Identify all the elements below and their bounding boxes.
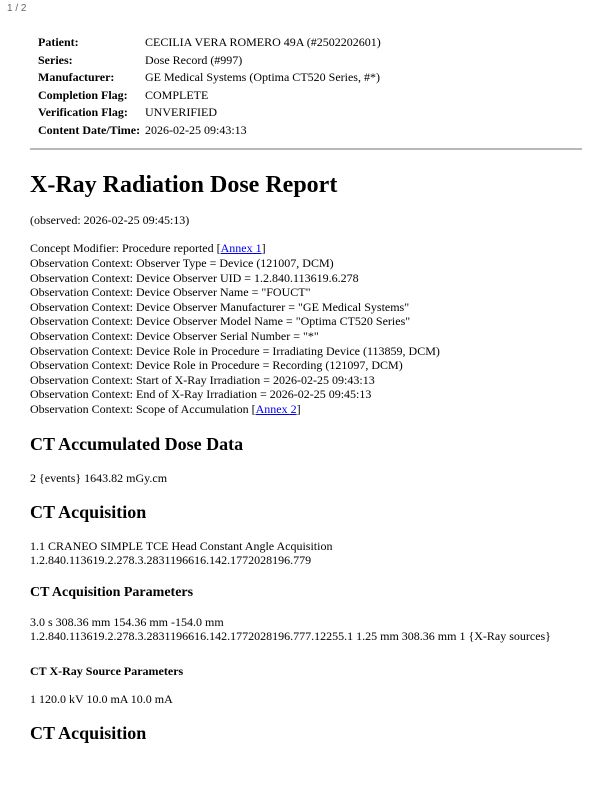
subsection-heading-acquisition-parameters: CT Acquisition Parameters [30, 584, 194, 600]
context-line: Observation Context: Device Observer Model Name = "Optima CT520 Series" [30, 314, 411, 329]
info-value: CECILIA VERA ROMERO 49A (#2502202601) [145, 35, 381, 49]
acquisition-description [30, 539, 582, 568]
info-label: Verification Flag: [38, 105, 128, 119]
annex-2-link[interactable]: Annex 2 [255, 401, 297, 416]
page-indicator: 1 / 2 [7, 3, 27, 14]
info-row-series [30, 52, 381, 70]
observation-context-block [30, 241, 582, 416]
context-line: Observation Context: Device Role in Procedure = Irradiating Device (113859, DCM) [30, 343, 440, 358]
context-line: Observation Context: Device Observer Manufacturer = "GE Medical Systems" [30, 299, 410, 314]
info-row-content-datetime [30, 122, 381, 140]
context-text: Concept Modifier: Procedure reported [ [30, 241, 221, 256]
context-line: Observation Context: Start of X-Ray Irradiation = 2026-02-25 09:43:13 [30, 372, 375, 387]
acquisition-parameters-line2: 1.2.840.113619.2.278.3.2831196616.142.1772028196.777.12255.1 1.25 mm 308.36 mm 1 {X-Ray sources} [30, 629, 551, 644]
info-value: Dose Record (#997) [145, 52, 243, 67]
annex-1-link[interactable]: Annex 1 [220, 241, 262, 256]
info-row-verification-flag [30, 104, 381, 122]
info-value: GE Medical Systems (Optima CT520 Series, #*) [145, 70, 380, 84]
context-text: ] [261, 241, 266, 256]
observed-timestamp: (observed: 2026-02-25 09:45:13) [30, 213, 190, 227]
acquisition-parameters-line1: 3.0 s 308.36 mm 154.36 mm -154.0 mm [30, 614, 224, 629]
info-label: Content Date/Time: [38, 122, 141, 137]
info-label: Completion Flag: [38, 87, 128, 102]
info-label: Patient: [38, 35, 79, 49]
context-text: ] [296, 401, 301, 416]
context-line-scope-accumulation [30, 402, 582, 417]
acquisition-parameters-values [30, 615, 582, 644]
info-label: Series: [38, 52, 73, 67]
context-line: Observation Context: Device Role in Procedure = Recording (121097, DCM) [30, 358, 403, 373]
context-line: Observation Context: Device Observer Name = "FOUCT" [30, 285, 311, 300]
subsection-heading-xray-source-parameters: CT X-Ray Source Parameters [30, 663, 184, 678]
info-value: UNVERIFIED [145, 105, 217, 119]
header-divider [30, 148, 582, 150]
context-line-concept-modifier [30, 241, 582, 256]
context-line: Observation Context: Device Observer UID = 1.2.840.113619.6.278 [30, 270, 359, 285]
info-value: COMPLETE [145, 87, 209, 102]
context-line: Observation Context: End of X-Ray Irradiation = 2026-02-25 09:45:13 [30, 387, 372, 402]
context-line: Observation Context: Observer Type = Device (121007, DCM) [30, 256, 334, 270]
xray-source-values: 1 120.0 kV 10.0 mA 10.0 mA [30, 691, 173, 706]
context-line: Observation Context: Device Observer Serial Number = "*" [30, 328, 319, 343]
report-title: X-Ray Radiation Dose Report [30, 172, 338, 198]
section-heading-ct-acquisition-1: CT Acquisition [30, 501, 147, 522]
info-row-patient [30, 34, 381, 52]
section-heading-accumulated-dose: CT Accumulated Dose Data [30, 433, 244, 454]
document-header-table [30, 34, 381, 139]
info-row-completion-flag [30, 87, 381, 105]
acquisition-name: 1.1 CRANEO SIMPLE TCE Head Constant Angle Acquisition [30, 538, 333, 553]
accumulated-dose-value: 2 {events} 1643.82 mGy.cm [30, 470, 168, 485]
info-row-manufacturer [30, 69, 381, 87]
context-text: Observation Context: Scope of Accumulation [ [30, 401, 256, 416]
info-value: 2026-02-25 09:43:13 [145, 122, 247, 137]
acquisition-uid: 1.2.840.113619.2.278.3.2831196616.142.1772028196.779 [30, 553, 312, 568]
info-label: Manufacturer: [38, 70, 115, 84]
section-heading-ct-acquisition-2: CT Acquisition [30, 722, 147, 743]
